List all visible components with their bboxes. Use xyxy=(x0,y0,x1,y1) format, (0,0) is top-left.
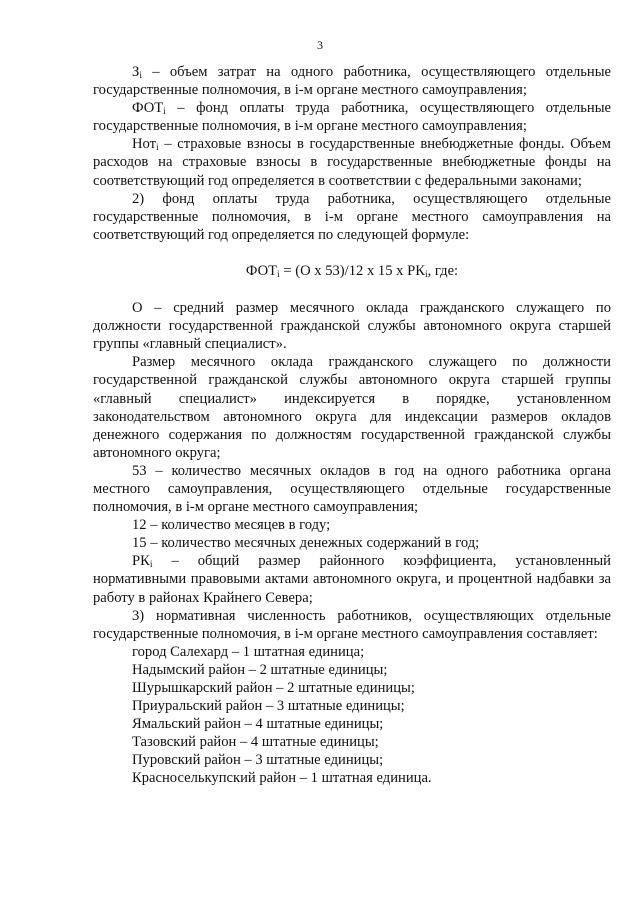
document-body xyxy=(93,63,611,788)
paragraph-53 xyxy=(93,462,611,516)
paragraph-fot xyxy=(93,99,611,135)
formula-subscript: i xyxy=(277,269,280,280)
paragraph-text: – общий размер районного коэффициента, установленный нормативными правовыми актами автономного округа, и процентной надбавки за работу в районах Крайнего Севера; xyxy=(93,553,611,606)
list-item: Тазовский район – 4 штатные единицы; xyxy=(132,734,379,751)
term-subscript: i xyxy=(149,560,153,571)
paragraph-text: – объем затрат на одного работника, осуществляющего отдельные государственные полномочия, в i-м органе местного самоуправления; xyxy=(93,64,611,99)
paragraph-12 xyxy=(93,516,611,534)
list-item: Пуровский район – 3 штатные единицы; xyxy=(132,752,384,769)
formula-middle: = (О х 53)/12 х 15 х РК xyxy=(279,262,425,279)
term-subscript: i xyxy=(156,143,159,154)
list-item: город Салехард – 1 штатная единица; xyxy=(132,643,365,660)
term: ФОТ xyxy=(132,100,164,117)
paragraph-text: 2) фонд оплаты труда работника, осуществляющего отдельные государственные полномочия, в i-м органе местного самоуправления на соответствующий год определяется по следующей формуле: xyxy=(93,190,611,243)
paragraph-salary-indexing xyxy=(93,353,611,462)
paragraph-item-3 xyxy=(93,607,611,643)
formula-subscript-2: i xyxy=(424,269,428,280)
list-item: Надымский район – 2 штатные единицы; xyxy=(132,661,388,678)
paragraph-text: 15 – количество месячных денежных содержаний в год; xyxy=(132,535,480,552)
list-item: Красноселькупский район – 1 штатная единица. xyxy=(132,770,432,787)
paragraph-text: 3) нормативная численность работников, осуществляющих отдельные государственные полномочия, в i-м органе местного самоуправления составляет: xyxy=(93,607,611,642)
formula xyxy=(93,262,611,280)
paragraph-not xyxy=(93,135,611,189)
term: РК xyxy=(132,553,150,570)
paragraph-rk xyxy=(93,552,611,606)
paragraph-text: О – средний размер месячного оклада гражданского служащего по должности государственной гражданской службы автономного округа старшей группы «главный специалист». xyxy=(93,300,611,353)
list-item: Шурышкарский район – 2 штатные единицы; xyxy=(132,680,415,696)
paragraph-z xyxy=(93,63,611,99)
term: З xyxy=(132,64,140,80)
term-subscript: i xyxy=(139,71,142,81)
paragraph-text: Размер месячного оклада гражданского служащего по должности государственной гражданской службы автономного округа старшей группы «главный специалист» индексируется в порядке, установленном законодательством автономного округа для индексации размеров окладов денежного содержания по должностям государственной гражданской службы автономного округа; xyxy=(93,354,611,461)
paragraph-text: – фонд оплаты труда работника, осуществляющего отдельные государственные полномочия, в i-м органе местного самоуправления; xyxy=(93,100,611,135)
list-item: Приуральский район – 3 штатные единицы; xyxy=(132,698,405,715)
paragraph-text: – страховые взносы в государственные внебюджетные фонды. Объем расходов на страховые взносы в государственные внебюджетные фонды на соответствующий год определяется в соответствии с федеральными законами; xyxy=(93,136,611,189)
paragraph-text: 53 – количество месячных окладов в год на одного работника органа местного самоуправления, осуществляющего отдельные государственные полномочия, в i-м органе местного самоуправления; xyxy=(93,462,611,516)
paragraph-15 xyxy=(93,534,611,552)
page-number: 3 xyxy=(317,38,323,52)
list-item: Ямальский район – 4 штатные единицы; xyxy=(132,716,384,733)
formula-left: ФОТ xyxy=(245,262,278,279)
paragraph-item-2 xyxy=(93,190,611,244)
term-subscript: i xyxy=(163,107,166,118)
term: Нот xyxy=(132,136,157,153)
formula-right: , где: xyxy=(427,262,459,279)
paragraph-o xyxy=(93,299,611,353)
paragraph-text: 12 – количество месяцев в году; xyxy=(132,517,331,534)
